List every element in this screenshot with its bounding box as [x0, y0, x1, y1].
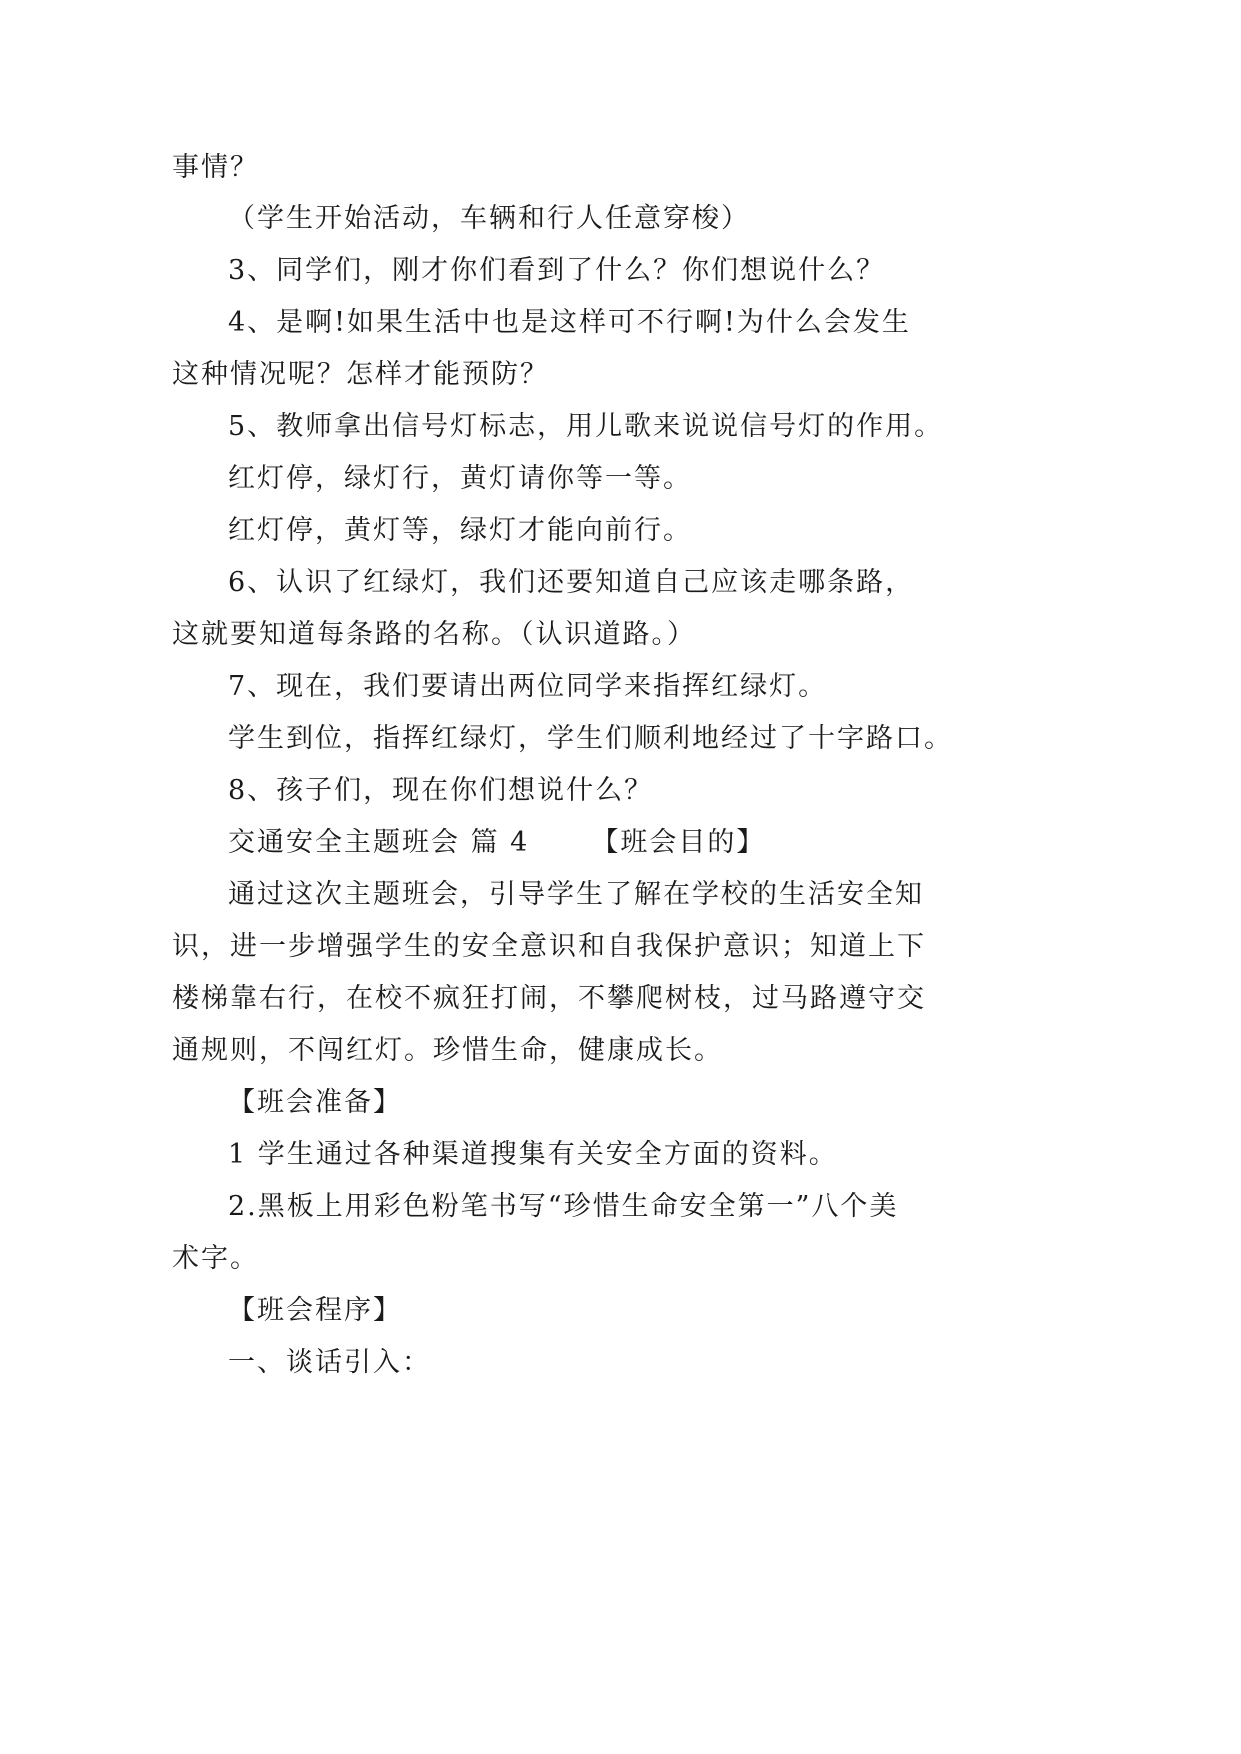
- paragraph-line: 楼梯靠右行，在校不疯狂打闹，不攀爬树枝，过马路遵守交: [172, 983, 926, 1014]
- paragraph-line: 7、现在，我们要请出两位同学来指挥红绿灯。: [228, 671, 828, 702]
- section-subheading: 【班会程序】: [228, 1295, 402, 1326]
- paragraph-line: 5、教师拿出信号灯标志，用儿歌来说说信号灯的作用。: [228, 411, 944, 442]
- paragraph-line: 1 学生通过各种渠道搜集有关安全方面的资料。: [228, 1139, 838, 1170]
- section-subheading: 【班会目的】: [591, 827, 766, 858]
- paragraph-line: 这就要知道每条路的名称。（认识道路。）: [172, 619, 696, 650]
- section-heading: [228, 825, 765, 861]
- paragraph-line: 一、谈话引入：: [228, 1347, 431, 1378]
- paragraph-line: 通过这次主题班会，引导学生了解在学校的生活安全知: [228, 879, 924, 910]
- paragraph-line: 6、认识了红绿灯，我们还要知道自己应该走哪条路，: [228, 567, 915, 598]
- paragraph-line: 术字。: [172, 1243, 259, 1274]
- paragraph-line: 红灯停，黄灯等，绿灯才能向前行。: [228, 515, 692, 546]
- paragraph-line: （学生开始活动，车辆和行人任意穿梭）: [228, 203, 750, 234]
- paragraph-line: 3、同学们，刚才你们看到了什么？你们想说什么？: [228, 255, 886, 286]
- paragraph-line: 事情？: [172, 152, 259, 183]
- paragraph-line: 8、孩子们，现在你们想说什么？: [228, 775, 654, 806]
- paragraph-line: 通规则，不闯红灯。珍惜生命，健康成长。: [172, 1035, 723, 1066]
- section-subheading: 【班会准备】: [228, 1087, 402, 1118]
- paragraph-line: 2.黑板上用彩色粉笔书写“珍惜生命安全第一”八个美: [228, 1191, 899, 1222]
- section-title: 交通安全主题班会 篇 4: [228, 827, 530, 858]
- paragraph-line: 学生到位，指挥红绿灯，学生们顺利地经过了十字路口。: [228, 723, 953, 754]
- paragraph-line: 识，进一步增强学生的安全意识和自我保护意识；知道上下: [172, 931, 926, 962]
- paragraph-line: 4、是啊!如果生活中也是这样可不行啊!为什么会发生: [228, 307, 911, 338]
- paragraph-line: 这种情况呢？怎样才能预防？: [172, 359, 549, 390]
- paragraph-line: 红灯停，绿灯行，黄灯请你等一等。: [228, 463, 692, 494]
